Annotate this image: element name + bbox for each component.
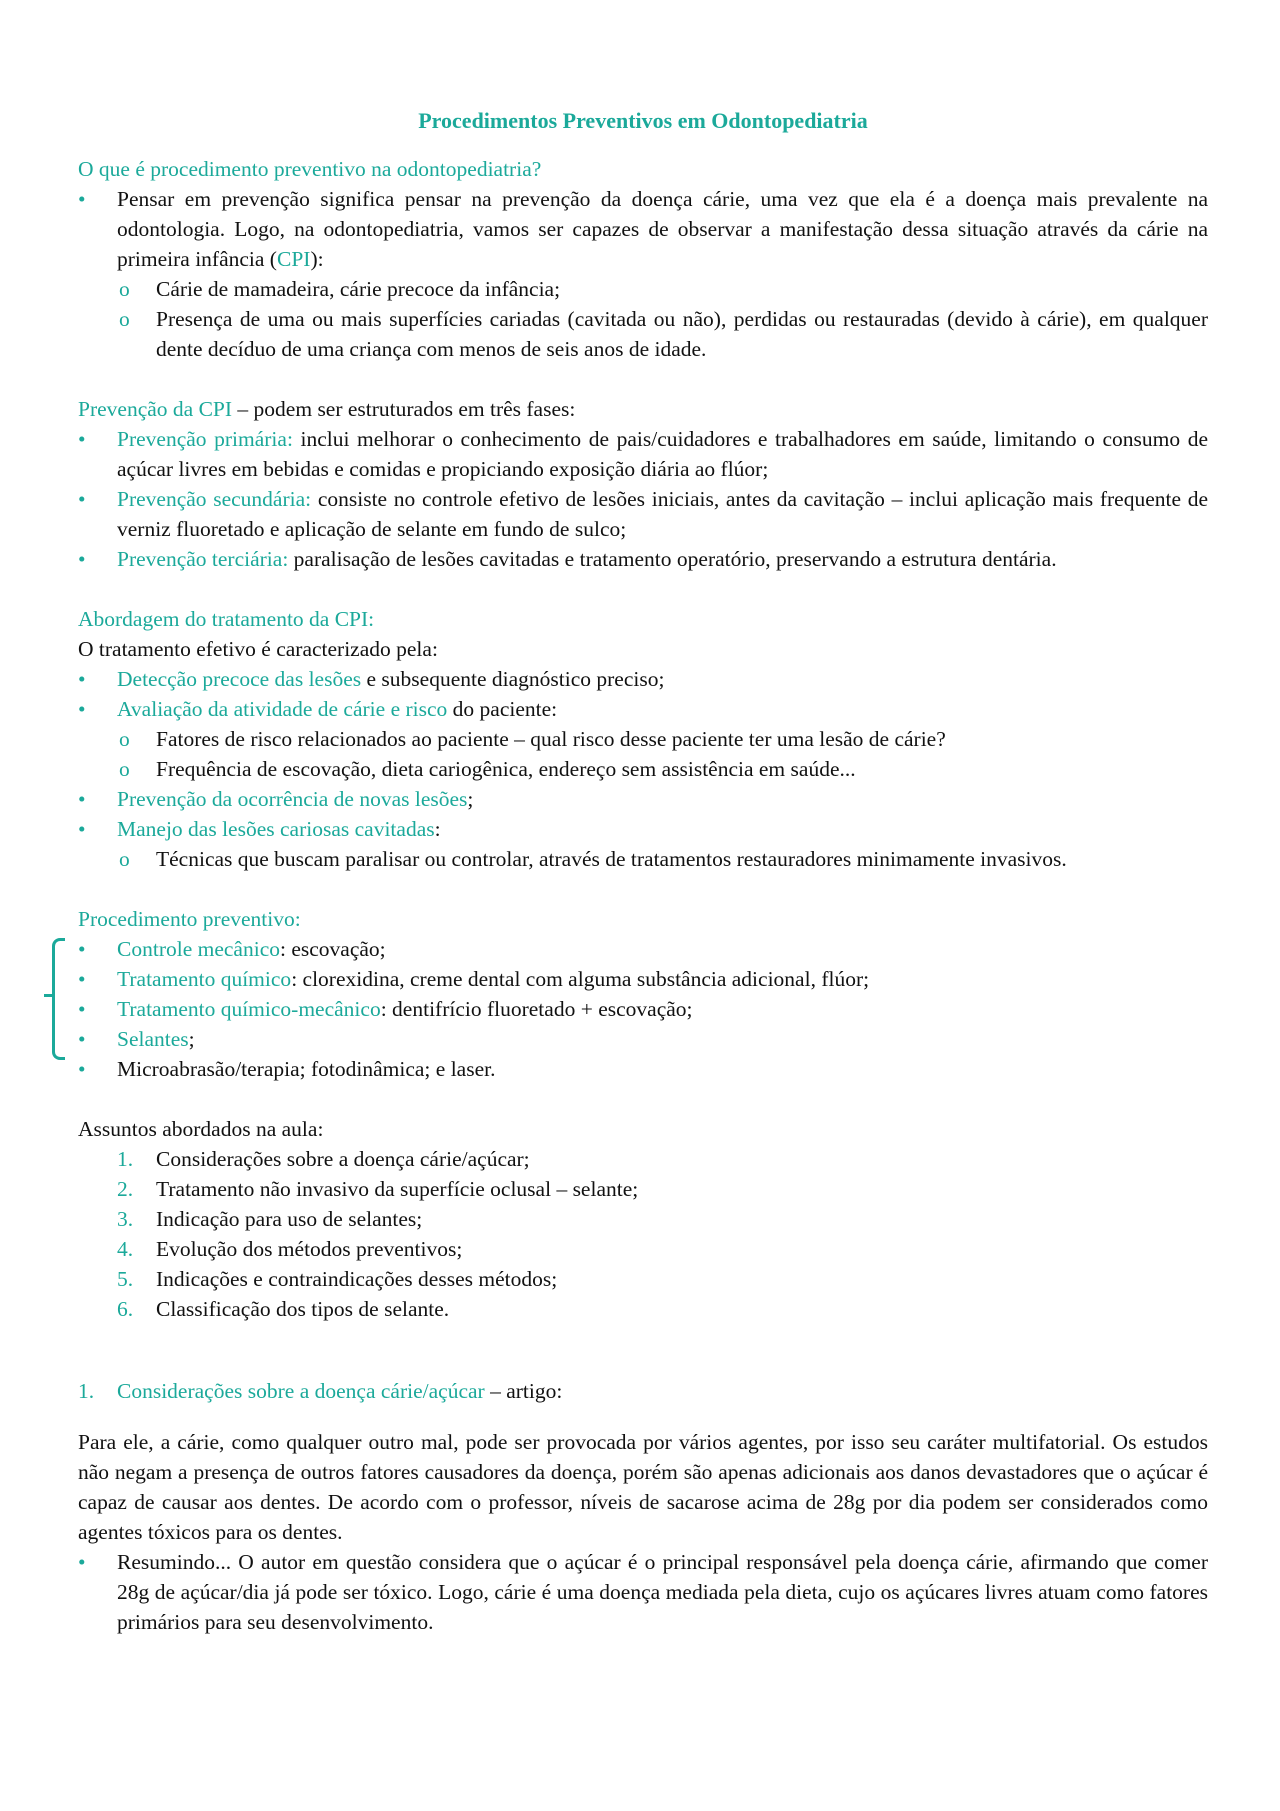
sub-list-item (78, 754, 1208, 784)
bracket-line (52, 938, 65, 1060)
item-text: Cárie de mamadeira, cárie precoce da infância; (156, 277, 561, 301)
number-marker: 3. (117, 1207, 134, 1231)
numbered-item (78, 1234, 1208, 1264)
item-text: Evolução dos métodos preventivos; (156, 1237, 463, 1261)
item-text: do paciente: (447, 697, 558, 721)
list-item (78, 1547, 1208, 1637)
numbered-item (78, 1204, 1208, 1234)
section-heading-considerations (78, 1376, 1208, 1406)
item-text: Microabrasão/terapia; fotodinâmica; e laser. (117, 1057, 496, 1081)
section-list (78, 1054, 1208, 1084)
bullet-marker: • (78, 697, 86, 721)
item-text: Frequência de escovação, dieta cariogênica, endereço sem assistência em saúde... (156, 757, 856, 781)
item-text: Pensar em prevenção significa pensar na prevenção da doença cárie, uma vez que ela é a doença mais prevalente na odontologia. Logo, na odontopediatria, vamos ser capazes de observar a manifestação dessa situação através da cárie na primeira infância ( (117, 187, 1208, 271)
item-label: Selantes (117, 1027, 189, 1051)
item-text: ; (188, 1027, 195, 1051)
sub-marker: o (119, 727, 130, 751)
item-text: : dentifrício fluoretado + escovação; (380, 997, 693, 1021)
section-heading-topics: Assuntos abordados na aula: (78, 1117, 324, 1141)
item-label: Controle mecânico (117, 937, 280, 961)
number-marker: 6. (117, 1297, 134, 1321)
bullet-marker: • (78, 1550, 86, 1574)
sub-marker: o (119, 757, 130, 781)
section-list (78, 424, 1208, 574)
item-label: Prevenção da ocorrência de novas lesões (117, 787, 468, 811)
bullet-marker: • (78, 487, 86, 511)
heading-text: – podem ser estruturados em três fases: (232, 397, 576, 421)
bullet-marker: • (78, 997, 86, 1021)
numbered-item (78, 1264, 1208, 1294)
bullet-marker: • (78, 967, 86, 991)
item-text: consiste no controle efetivo de lesões iniciais, antes da cavitação – inclui aplicação mais frequente de verniz fluoretado e aplicação de selante em fundo de sulco; (117, 487, 1209, 541)
item-text: Tratamento não invasivo da superfície oclusal – selante; (156, 1177, 639, 1201)
heading-highlight: Prevenção da CPI (78, 397, 233, 421)
bullet-marker: • (78, 1057, 86, 1081)
heading-text: – artigo: (484, 1378, 563, 1403)
document-page (78, 92, 1208, 1637)
number-marker: 2. (117, 1177, 134, 1201)
sub-marker: o (119, 307, 130, 331)
bracket-group (78, 934, 1208, 1054)
body-paragraph: Para ele, a cárie, como qualquer outro mal, pode ser provocada por vários agentes, por isso seu caráter multifatorial. Os estudos não negam a presença de outros fatores causadores da doença, porém são apenas adicionais aos danos devastadores que o açúcar é capaz de causar aos dentes. De acordo com o professor, níveis de sacarose acima de 28g por dia podem ser considerados como agentes tóxicos para os dentes. (78, 1430, 1208, 1544)
item-text: : escovação; (279, 937, 386, 961)
item-text: ; (467, 787, 474, 811)
section-list (78, 184, 1208, 364)
document-title: Procedimentos Preventivos em Odontopediatria (418, 108, 868, 133)
list-item (78, 814, 1208, 844)
bullet-marker: • (78, 817, 86, 841)
item-text: paralisação de lesões cavitadas e tratamento operatório, preservando a estrutura dentária. (288, 547, 1057, 571)
item-text: Resumindo... O autor em questão considera que o açúcar é o principal responsável pela doença cárie, afirmando que comer 28g de açúcar/dia já pode ser tóxico. Logo, cárie é uma doença mediada pela dieta, cujo os açúcares livres atuam como fatores primários para seu desenvolvimento. (117, 1550, 1208, 1634)
bullet-marker: • (78, 547, 86, 571)
item-text: Técnicas que buscam paralisar ou controlar, através de tratamentos restauradores minimamente invasivos. (156, 847, 1067, 871)
item-text: Presença de uma ou mais superfícies cariadas (cavitada ou não), perdidas ou restauradas (devido à cárie), em qualquer dente decíduo de uma criança com menos de seis anos de idade. (156, 307, 1208, 361)
item-label: Tratamento químico-mecânico (117, 997, 381, 1021)
item-label: Prevenção terciária: (117, 547, 289, 571)
bullet-marker: • (78, 667, 86, 691)
number-marker: 4. (117, 1237, 134, 1261)
section-list (78, 664, 1208, 874)
bullet-marker: • (78, 1027, 86, 1051)
list-item (78, 964, 1208, 994)
item-label: Prevenção secundária: (117, 487, 312, 511)
item-label: Prevenção primária: (117, 427, 293, 451)
numbered-item (78, 1294, 1208, 1324)
section-heading-treatment: Abordagem do tratamento da CPI: (78, 607, 375, 631)
bullet-marker: • (78, 187, 86, 211)
number-marker: 1. (117, 1147, 134, 1171)
list-item (78, 694, 1208, 724)
sub-list-item (78, 724, 1208, 754)
item-text: Fatores de risco relacionados ao paciente – qual risco desse paciente ter uma lesão de cárie? (156, 727, 946, 751)
item-text: ): (310, 247, 324, 271)
list-item (78, 934, 1208, 964)
section-list (78, 1547, 1208, 1637)
heading-highlight: Considerações sobre a doença cárie/açúcar (117, 1378, 485, 1403)
item-text: inclui melhorar o conhecimento de pais/cuidadores e trabalhadores em saúde, limitando o consumo de açúcar livres em bebidas e comidas e propiciando exposição diária ao flúor; (117, 427, 1208, 481)
number-marker: 5. (117, 1267, 134, 1291)
item-text: : (434, 817, 441, 841)
sub-marker: o (119, 277, 130, 301)
numbered-list (78, 1144, 1208, 1324)
item-text: e subsequente diagnóstico preciso; (361, 667, 665, 691)
item-text: Indicações e contraindicações desses métodos; (156, 1267, 558, 1291)
item-highlight: CPI (276, 247, 311, 271)
sub-list-item (78, 304, 1208, 364)
item-label: Tratamento químico (117, 967, 292, 991)
sub-list-item (78, 844, 1208, 874)
section-list (78, 934, 1208, 1054)
bullet-marker: • (78, 427, 86, 451)
item-text: Indicação para uso de selantes; (156, 1207, 423, 1231)
item-text: Considerações sobre a doença cárie/açúcar; (156, 1147, 530, 1171)
bracket-tick (44, 994, 53, 997)
list-item (78, 544, 1208, 574)
sub-marker: o (119, 847, 130, 871)
item-text: Classificação dos tipos de selante. (156, 1297, 450, 1321)
list-item (78, 994, 1208, 1024)
sub-list-item (78, 274, 1208, 304)
list-item (78, 1054, 1208, 1084)
bullet-marker: • (78, 787, 86, 811)
section-heading-prevention (78, 394, 1208, 424)
item-label: Manejo das lesões cariosas cavitadas (117, 817, 435, 841)
list-item (78, 664, 1208, 694)
item-text: : clorexidina, creme dental com alguma substância adicional, flúor; (291, 967, 870, 991)
section-heading-preventive-procedure: Procedimento preventivo: (78, 907, 301, 931)
item-label: Detecção precoce das lesões (117, 667, 362, 691)
numbered-item (78, 1144, 1208, 1174)
list-item (78, 424, 1208, 484)
section-intro: O tratamento efetivo é caracterizado pela: (78, 637, 438, 661)
bullet-marker: • (78, 937, 86, 961)
list-item (78, 784, 1208, 814)
item-label: Avaliação da atividade de cárie e risco (117, 697, 448, 721)
number-marker: 1. (78, 1378, 95, 1403)
section-heading-what-is: O que é procedimento preventivo na odontopediatria? (78, 157, 542, 181)
numbered-item (78, 1174, 1208, 1204)
list-item (78, 484, 1208, 544)
list-item (78, 184, 1208, 274)
list-item (78, 1024, 1208, 1054)
